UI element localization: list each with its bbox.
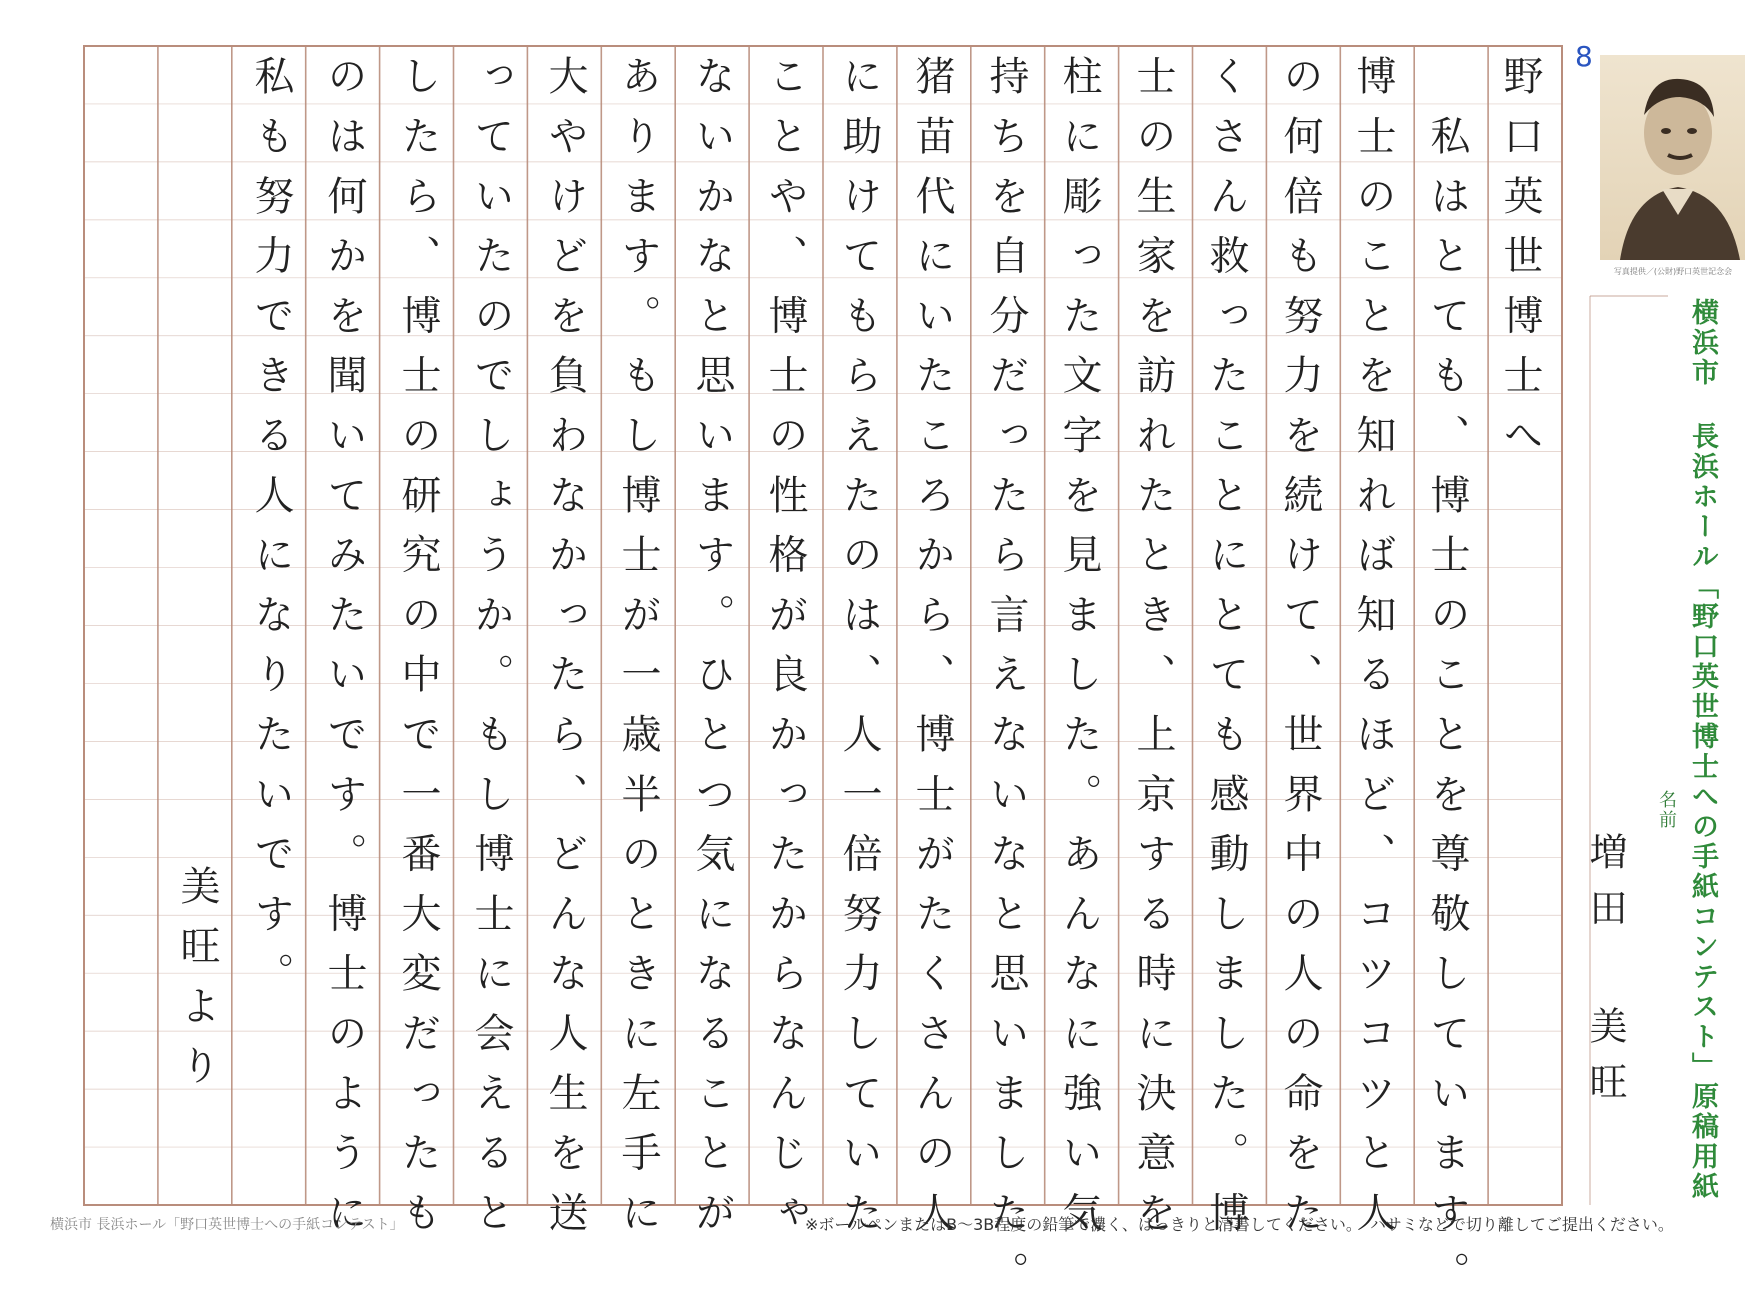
body-column-9: に助けてもらえたのは、人一倍努力していた [836,55,882,1251]
body-column-3: の何倍も努力を続けて、世界中の人の命をた [1277,55,1323,1251]
footer-contest-name: 横浜市 長浜ホール「野口英世博士への手紙コンテスト」 [50,1217,404,1233]
body-column-1: 私はとても、博士のことを尊敬しています。 [1424,55,1470,1311]
body-column-15: したら、博士の研究の中で一番大変だったも [395,55,441,1251]
body-column-6: 柱に彫った文字を見ました。あんなに強い気 [1056,55,1102,1251]
body-column-2: 博士のことを知れば知るほど、コツコツと人 [1350,55,1396,1251]
author-name: 増田 美旺 [1583,832,1627,1118]
body-column-17: 私も努力できる人になりたいです。 [248,55,294,1012]
closing-signature: 美旺より [174,865,220,1105]
body-column-16: のは何かを聞いてみたいです。博士のように [321,55,367,1251]
body-column-11: ないかなと思います。ひとつ気になることが [689,55,735,1251]
body-column-10: ことや、博士の性格が良かったからなんじゃ [762,55,808,1251]
body-column-4: くさん救ったことにとても感動しました。博 [1203,55,1249,1251]
page-number: 8 [1575,40,1593,73]
letter-title: 野口英世博士へ [1497,55,1543,474]
portrait-photo [1600,55,1745,260]
body-column-14: っていたのでしょうか。もし博士に会えると [468,55,514,1251]
body-column-7: 持ちを自分だったら言えないなと思いました。 [983,55,1029,1311]
body-column-12: あります。もし博士が一歳半のときに左手に [615,55,661,1251]
body-column-5: 士の生家を訪れたとき、上京する時に決意を [1130,55,1176,1251]
contest-title: 横浜市 長浜ホール「野口英世博士への手紙コンテスト」原稿用紙 [1687,298,1718,1202]
body-column-8: 猪苗代にいたころから、博士がたくさんの人 [909,55,955,1251]
name-label: 名前 [1656,790,1677,830]
body-column-13: 大やけどを負わなかったら、どんな人生を送 [542,55,588,1251]
photo-credit: 写真提供／(公財)野口英世記念会 [1613,267,1733,276]
footer-instructions: ※ボールペンまたはB〜3B程度の鉛筆で濃く、はっきりと清書してください。 ハサミなどで切り離してご提出ください。 [805,1215,1674,1234]
